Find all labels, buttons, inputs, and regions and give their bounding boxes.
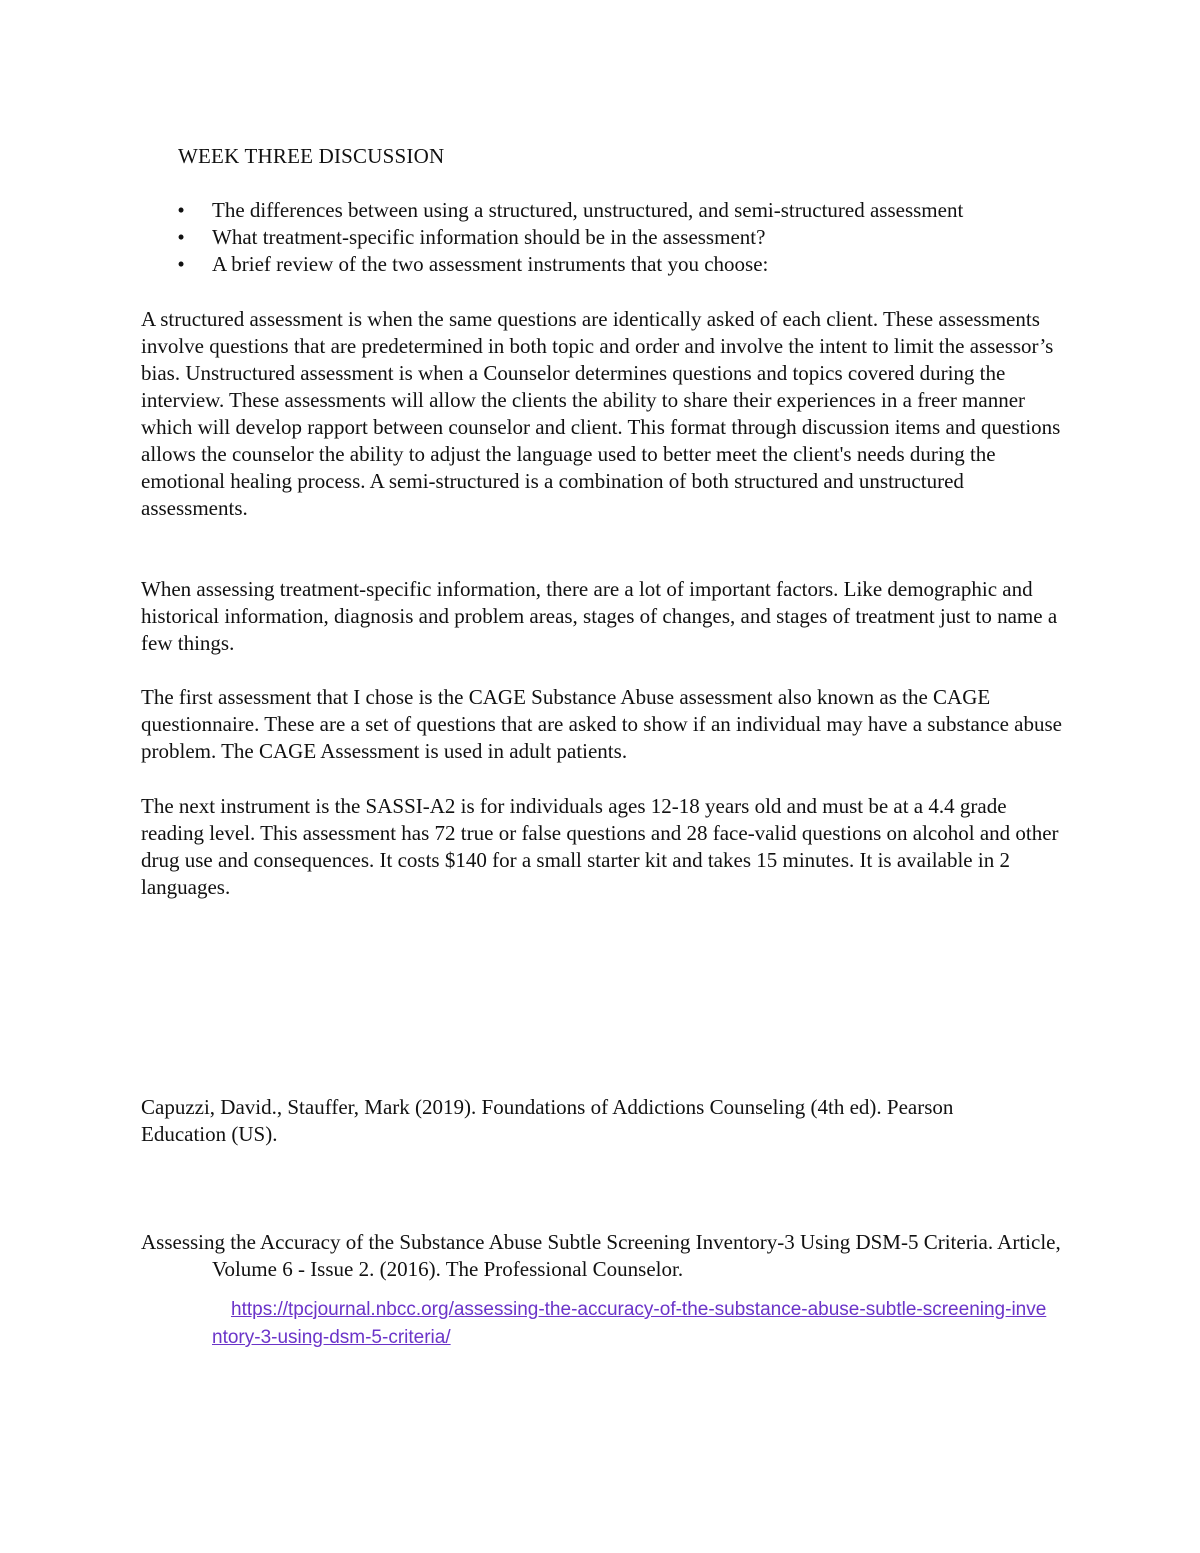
reference-capuzzi: Capuzzi, David., Stauffer, Mark (2019). Foundations of Addictions Counseling (4th ed). Pearson Education (US). <box>141 1095 954 1146</box>
list-item-text: What treatment-specific information should be in the assessment? <box>212 225 766 249</box>
reference-link-block <box>212 1295 1052 1351</box>
discussion-prompt-list <box>174 197 1074 278</box>
document-title: WEEK THREE DISCUSSION <box>178 144 445 168</box>
bullet-icon: • <box>177 225 185 249</box>
paragraph-treatment-info: When assessing treatment-specific information, there are a lot of important factors. Like demographic and historical information, diagnosis and problem areas, stages of changes, and stages of treatment just to name a few things. <box>141 577 1058 655</box>
paragraph-cage-assessment: The first assessment that I chose is the CAGE Substance Abuse assessment also known as the CAGE questionnaire. These are a set of questions that are asked to show if an individual may have a substance abuse problem. The CAGE Assessment is used in adult patients. <box>141 685 1062 763</box>
list-item-text: A brief review of the two assessment instruments that you choose: <box>212 252 769 276</box>
list-item-text: The differences between using a structured, unstructured, and semi-structured assessment <box>212 198 964 222</box>
paragraph-assessment-types: A structured assessment is when the same questions are identically asked of each client. These assessments involve questions that are predetermined in both topic and order and involve the intent to limit the assessor’s bias. Unstructured assessment is when a Counselor determines questions and topics covered during the interview. These assessments will allow the clients the ability to share their experiences in a freer manner which will develop rapport between counselor and client. This format through discussion items and questions allows the counselor the ability to adjust the language used to better meet the client's needs during the emotional healing process. A semi-structured is a combination of both structured and unstructured assessments. <box>141 307 1061 520</box>
reference-tpc-article: Assessing the Accuracy of the Substance Abuse Subtle Screening Inventory-3 Using DSM-5 Criteria. Article, Volume 6 - Issue 2. (2016). The Professional Counselor. <box>141 1230 1061 1281</box>
list-item <box>174 197 1074 224</box>
bullet-icon: • <box>177 252 185 276</box>
paragraph-sassi-instrument: The next instrument is the SASSI-A2 is for individuals ages 12-18 years old and must be at a 4.4 grade reading level. This assessment has 72 true or false questions and 28 face-valid questions on alcohol and other drug use and consequences. It costs $140 for a small starter kit and takes 15 minutes. It is available in 2 languages. <box>141 794 1059 899</box>
list-item <box>174 224 1074 251</box>
list-item <box>174 251 1074 278</box>
bullet-icon: • <box>177 198 185 222</box>
reference-url-link[interactable]: https://tpcjournal.nbcc.org/assessing-the-accuracy-of-the-substance-abuse-subtle-screening-inventory-3-using-dsm-5-criteria/ <box>212 1299 1047 1348</box>
